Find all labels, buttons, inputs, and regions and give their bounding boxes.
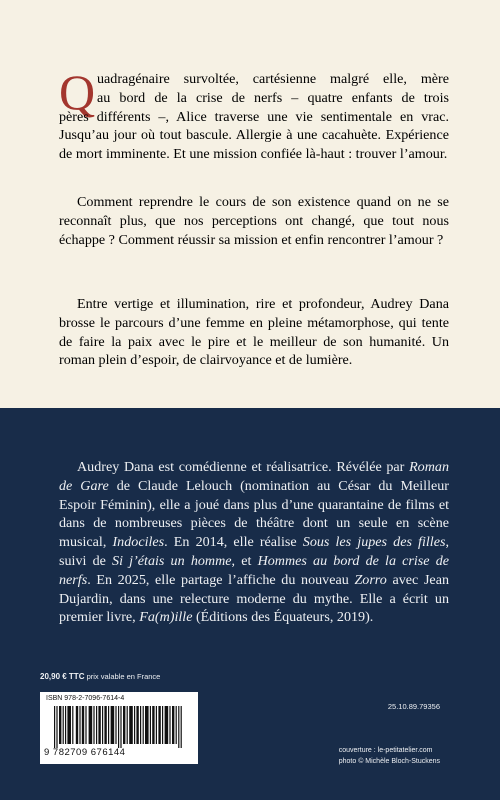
blurb-paragraph-2: Comment reprendre le cours de son existence quand on ne se reconnaît plus, que nos perceptions ont changé, que tout nous échappe ? Comment réussir sa mission et enfin rencontrer l’amour ? — [59, 194, 449, 248]
bio-text: , et — [231, 552, 258, 569]
blurb-line-rest: Jusqu’au jour où tout bascule. Allergie à une cacahuète. Expérience de mort imminente. Et une mission confiée là-haut : trouver l’amour. — [59, 127, 449, 163]
author-bio — [59, 458, 449, 627]
cover-credit: couverture : le-petitatelier.com — [338, 747, 433, 754]
barcode — [40, 692, 198, 764]
bio-title: Fa(m)ille — [139, 609, 193, 626]
bio-title: Roman de Gare — [59, 459, 449, 494]
bio-text: , suivi de — [59, 534, 449, 569]
barcode-digits: 9 782709 676144 — [44, 747, 126, 758]
photo-credit: photo © Michèle Bloch-Stuckens — [338, 758, 440, 765]
blurb-line-3: pères différents –, Alice traverse une vie sentimentale en vrac. — [59, 108, 449, 125]
product-code: 25.10.89.79356 — [387, 702, 440, 711]
price-note: prix valable en France — [86, 672, 161, 681]
price-value: 20,90 € TTC — [40, 672, 85, 681]
bio-text: . En 2025, elle partage l’affiche du nouveau — [87, 571, 355, 588]
price-label — [40, 672, 160, 681]
bio-title: Si j’étais un homme — [112, 552, 232, 569]
blurb-paragraph-3: Entre vertige et illumination, rire et profondeur, Audrey Dana brosse le parcours d’une femme en pleine métamorphose, qui tente de faire la paix avec le pire et le meilleur de son humanité. Un roman plein d’espoir, de clairvoyance et de lumière. — [59, 296, 449, 369]
blurb-line-1: uadragénaire survoltée, cartésienne malgré elle, mère — [97, 71, 449, 87]
blurb-paragraph-1 — [59, 64, 449, 164]
bio-text: . En 2014, elle réalise — [164, 534, 303, 551]
bio-title: Sous les jupes des filles — [302, 534, 446, 551]
barcode-bars — [54, 706, 188, 748]
bio-text: Audrey Dana est comédienne et réalisatrice. Révélée par — [77, 459, 410, 475]
bio-title: Hommes au bord de la crise de nerfs — [59, 552, 450, 588]
isbn-label: ISBN 978-2-7096-7614-4 — [46, 695, 125, 702]
blurb-line-2: au bord de la crise de nerfs – quatre enfants de trois — [97, 89, 449, 106]
bio-title: Indociles — [112, 534, 165, 551]
bio-text: avec Jean Dujardin, dans une relecture moderne du mythe. Elle a écrit un premier livre, — [59, 571, 449, 626]
bio-text: de Claude Lelouch (nomination au César du Meilleur Espoir Féminin), elle a joué dans plus d’une quarantaine de films et dans de nombreuses pièces de théâtre dont un seule en scène musical, — [59, 477, 449, 551]
credits — [339, 745, 440, 767]
drop-cap: Q — [59, 64, 96, 120]
bio-title: Zorro — [354, 571, 387, 588]
bio-text: (Éditions des Équateurs, 2019). — [192, 609, 374, 626]
